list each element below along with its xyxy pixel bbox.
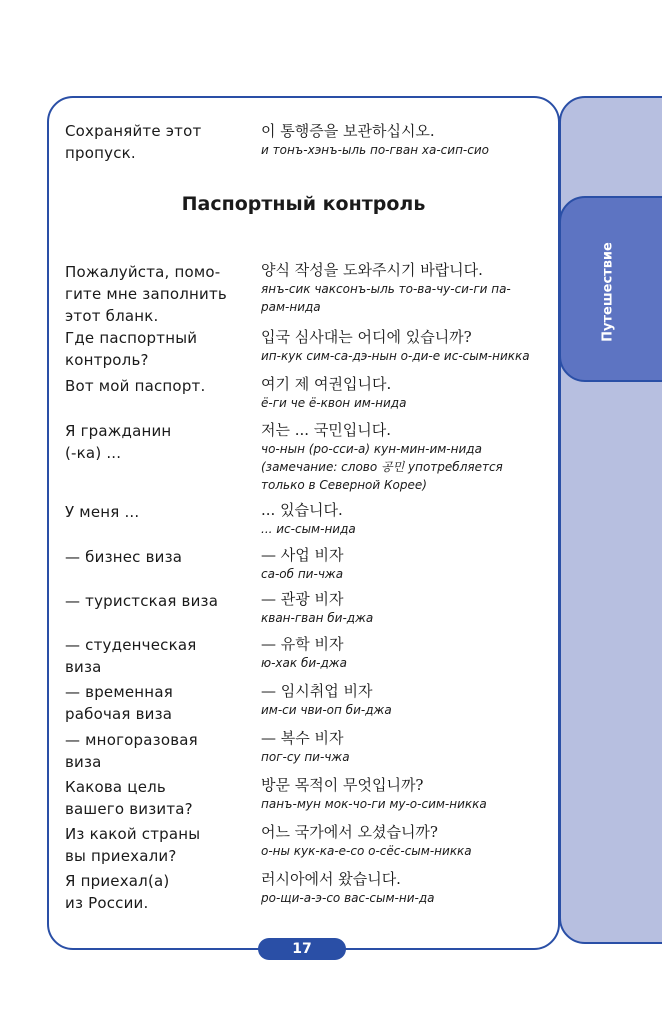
phrase-ru: Где паспортный контроль? <box>65 329 198 369</box>
phrase-transcription: янъ-сик чаксонъ-ыль то-ва-чу-си-ги па- рам-нида <box>261 282 511 314</box>
phrase-ru: Из какой страны вы приехали? <box>65 825 201 865</box>
phrase-ko: 저는 ... 국민입니다. <box>261 421 392 439</box>
phrase-transcription: кван-гван би-джа <box>261 611 374 625</box>
phrase-transcription: ип-кук сим-са-дэ-нын о-ди-е ис-сым-никка <box>261 349 530 363</box>
phrase-ko: 입국 심사대는 어디에 있습니까? <box>261 328 472 346</box>
phrase-transcription: чо-нын (ро-сси-а) кун-мин-им-нида (замечание: слово 공민 употребляется только в Северной Корее) <box>261 442 503 492</box>
phrase-ko: 러시아에서 왔습니다. <box>261 870 401 888</box>
section-heading: Паспортный контроль <box>181 193 426 215</box>
phrase-ru: — бизнес виза <box>65 548 183 566</box>
phrase-ko: 방문 목적이 무엇입니까? <box>261 776 424 794</box>
section-tab-label: Путешествие <box>600 242 616 342</box>
phrase-ko: — 관광 비자 <box>261 590 344 608</box>
phrase-transcription: им-си чви-оп би-джа <box>261 703 392 717</box>
phrase-transcription: пог-су пи-чжа <box>261 750 350 764</box>
phrase-ru: Я приехал(а) из России. <box>65 872 170 912</box>
phrase-ru: Я гражданин (-ка) ... <box>65 422 172 462</box>
phrase-ru: Сохраняйте этот пропуск. <box>65 122 202 162</box>
phrase-ru: У меня ... <box>65 503 140 521</box>
phrase-ko: — 유학 비자 <box>261 635 344 653</box>
phrase-ko: — 복수 비자 <box>261 729 344 747</box>
phrase-ko: 양식 작성을 도와주시기 바랍니다. <box>261 261 483 279</box>
section-tab-label-box <box>597 222 619 362</box>
phrase-ru: Вот мой паспорт. <box>65 377 206 395</box>
phrase-ko: 어느 국가에서 오셨습니까? <box>261 823 438 841</box>
phrase-ru: — туристская виза <box>65 592 219 610</box>
phrase-ko: 여기 제 여권입니다. <box>261 375 392 393</box>
phrase-transcription: ро-щи-а-э-со вас-сым-ни-да <box>261 891 435 905</box>
phrase-transcription: ю-хак би-джа <box>261 656 347 670</box>
page-number: 17 <box>258 938 346 960</box>
phrase-ko: — 임시취업 비자 <box>261 682 373 700</box>
phrase-ko: — 사업 비자 <box>261 546 344 564</box>
phrase-ko: 이 통행증을 보관하십시오. <box>261 122 435 140</box>
phrase-transcription: и тонъ-хэнъ-ыль по-гван ха-сип-сио <box>261 143 489 157</box>
phrase-transcription: панъ-мун мок-чо-ги му-о-сим-никка <box>261 797 487 811</box>
phrase-transcription: са-об пи-чжа <box>261 567 344 581</box>
phrase-ru: Какова цель вашего визита? <box>65 778 193 818</box>
phrase-ru: — временная рабочая виза <box>65 683 173 723</box>
phrase-transcription: ё-ги че ё-квон им-нида <box>261 396 407 410</box>
phrase-ko: ... 있습니다. <box>261 501 343 519</box>
phrase-transcription: ... ис-сым-нида <box>261 522 356 536</box>
phrase-ru: — студенческая виза <box>65 636 197 676</box>
phrase-transcription: о-ны кук-ка-е-со о-сёс-сым-никка <box>261 844 472 858</box>
phrase-ru: — многоразовая виза <box>65 731 198 771</box>
phrase-ru: Пожалуйста, помо- гите мне заполнить этот бланк. <box>65 263 227 325</box>
